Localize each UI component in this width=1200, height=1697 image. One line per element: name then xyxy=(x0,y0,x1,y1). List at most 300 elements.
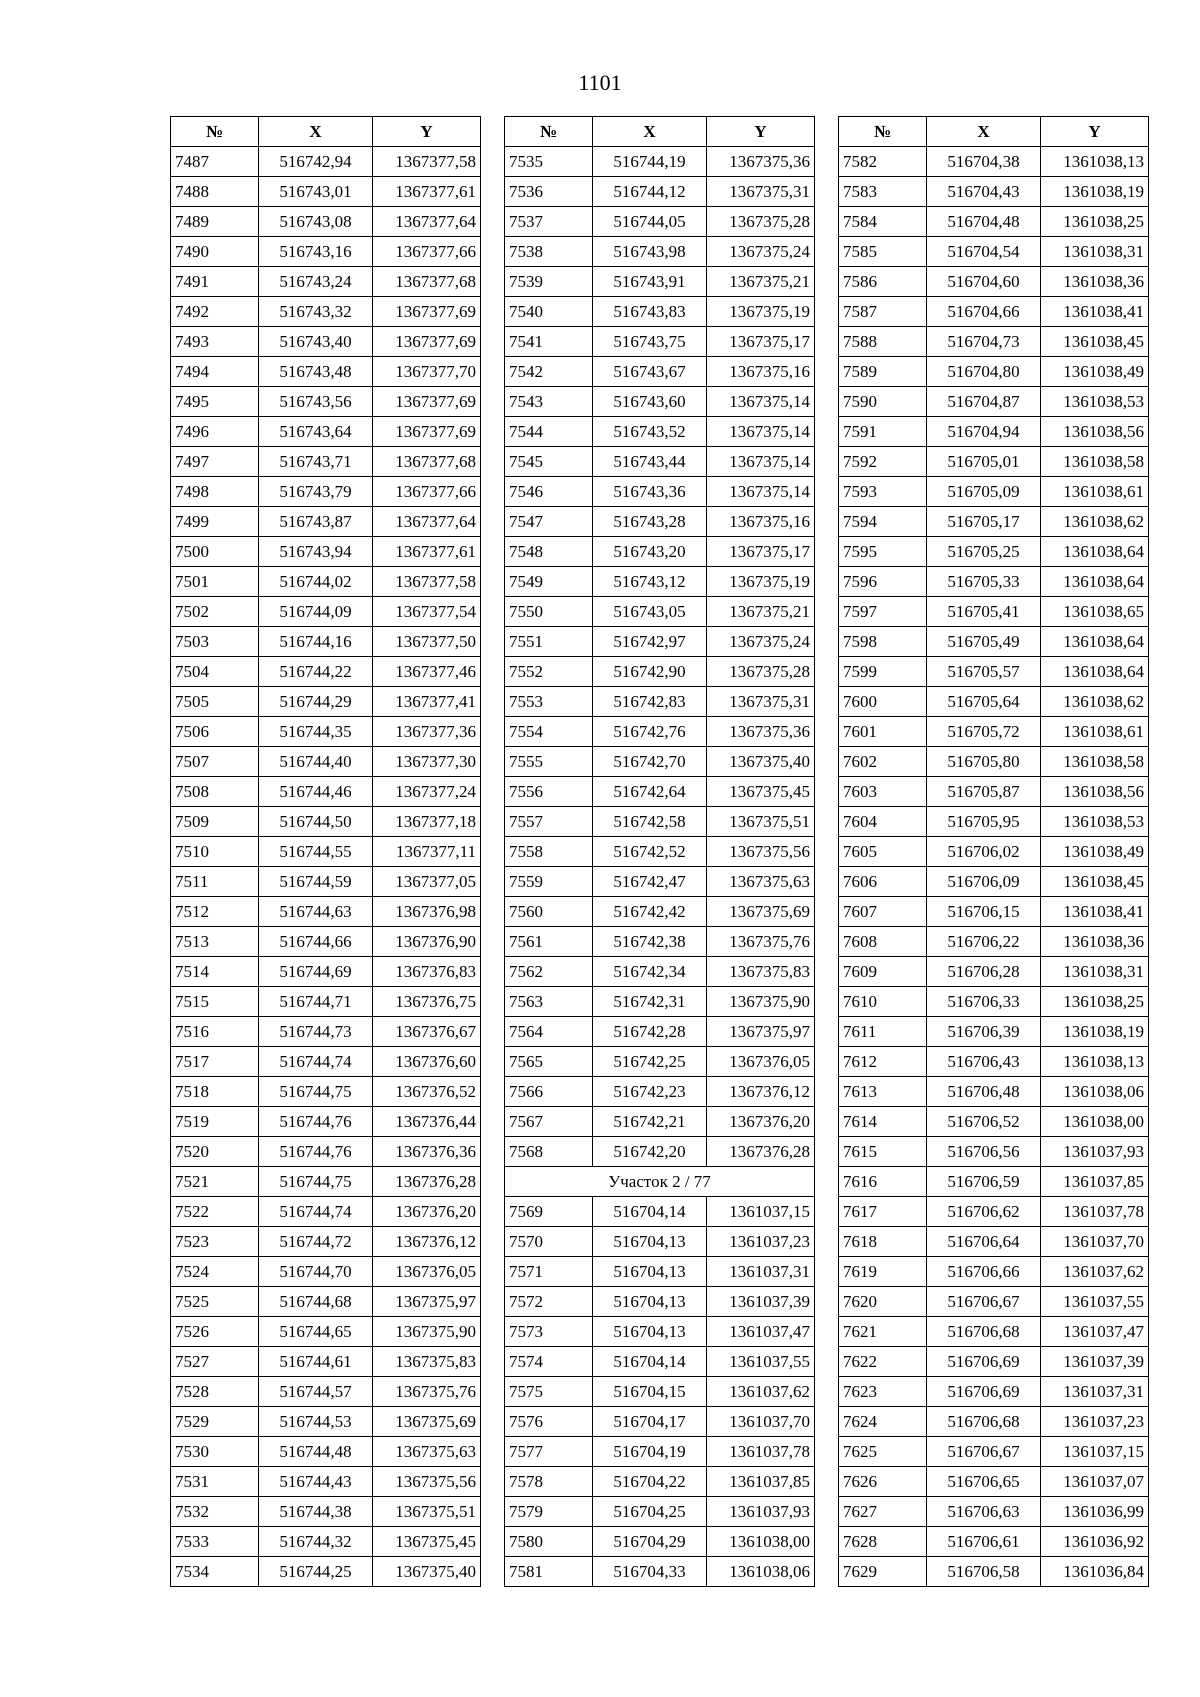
table-row xyxy=(505,507,815,537)
point-number-cell: 7566 xyxy=(505,1077,593,1107)
table-row xyxy=(839,1137,1149,1167)
y-coordinate-cell: 1367376,20 xyxy=(707,1107,815,1137)
table-row xyxy=(171,1257,481,1287)
table-row xyxy=(505,957,815,987)
point-number-cell: 7492 xyxy=(171,297,259,327)
y-coordinate-cell: 1367376,28 xyxy=(707,1137,815,1167)
y-coordinate-cell: 1367377,61 xyxy=(373,177,481,207)
y-coordinate-cell: 1361038,49 xyxy=(1041,357,1149,387)
point-number-cell: 7534 xyxy=(171,1557,259,1587)
table-row xyxy=(839,1467,1149,1497)
table-row xyxy=(505,1287,815,1317)
y-coordinate-cell: 1361037,78 xyxy=(707,1437,815,1467)
x-coordinate-cell: 516704,33 xyxy=(593,1557,707,1587)
point-number-cell: 7526 xyxy=(171,1317,259,1347)
point-number-cell: 7487 xyxy=(171,147,259,177)
point-number-cell: 7594 xyxy=(839,507,927,537)
table-row xyxy=(505,1017,815,1047)
header-number: № xyxy=(171,117,259,147)
point-number-cell: 7550 xyxy=(505,597,593,627)
x-coordinate-cell: 516744,74 xyxy=(259,1047,373,1077)
point-number-cell: 7560 xyxy=(505,897,593,927)
x-coordinate-cell: 516744,25 xyxy=(259,1557,373,1587)
table-row xyxy=(505,1497,815,1527)
point-number-cell: 7552 xyxy=(505,657,593,687)
table-row xyxy=(839,537,1149,567)
y-coordinate-cell: 1361038,31 xyxy=(1041,237,1149,267)
y-coordinate-cell: 1367375,31 xyxy=(707,687,815,717)
table-row xyxy=(839,1257,1149,1287)
table-row xyxy=(505,717,815,747)
table-row xyxy=(505,327,815,357)
y-coordinate-cell: 1361038,64 xyxy=(1041,537,1149,567)
point-number-cell: 7507 xyxy=(171,747,259,777)
point-number-cell: 7588 xyxy=(839,327,927,357)
y-coordinate-cell: 1361038,61 xyxy=(1041,477,1149,507)
table-row xyxy=(839,267,1149,297)
y-coordinate-cell: 1361038,41 xyxy=(1041,897,1149,927)
x-coordinate-cell: 516743,05 xyxy=(593,597,707,627)
x-coordinate-cell: 516742,58 xyxy=(593,807,707,837)
y-coordinate-cell: 1367375,45 xyxy=(373,1527,481,1557)
x-coordinate-cell: 516706,33 xyxy=(927,987,1041,1017)
point-number-cell: 7579 xyxy=(505,1497,593,1527)
y-coordinate-cell: 1367376,90 xyxy=(373,927,481,957)
point-number-cell: 7522 xyxy=(171,1197,259,1227)
y-coordinate-cell: 1367377,46 xyxy=(373,657,481,687)
table-row xyxy=(505,177,815,207)
x-coordinate-cell: 516743,28 xyxy=(593,507,707,537)
table-row xyxy=(839,1077,1149,1107)
table-row xyxy=(839,297,1149,327)
y-coordinate-cell: 1367375,63 xyxy=(373,1437,481,1467)
table-row xyxy=(171,1407,481,1437)
point-number-cell: 7531 xyxy=(171,1467,259,1497)
table-row xyxy=(505,687,815,717)
x-coordinate-cell: 516744,43 xyxy=(259,1467,373,1497)
table-row xyxy=(171,687,481,717)
point-number-cell: 7629 xyxy=(839,1557,927,1587)
y-coordinate-cell: 1361038,31 xyxy=(1041,957,1149,987)
x-coordinate-cell: 516742,94 xyxy=(259,147,373,177)
point-number-cell: 7574 xyxy=(505,1347,593,1377)
x-coordinate-cell: 516704,13 xyxy=(593,1227,707,1257)
point-number-cell: 7611 xyxy=(839,1017,927,1047)
x-coordinate-cell: 516704,25 xyxy=(593,1497,707,1527)
x-coordinate-cell: 516744,09 xyxy=(259,597,373,627)
x-coordinate-cell: 516744,35 xyxy=(259,717,373,747)
table-row xyxy=(505,267,815,297)
table-row xyxy=(171,1347,481,1377)
x-coordinate-cell: 516706,48 xyxy=(927,1077,1041,1107)
table-row xyxy=(505,1407,815,1437)
point-number-cell: 7513 xyxy=(171,927,259,957)
y-coordinate-cell: 1367375,40 xyxy=(707,747,815,777)
x-coordinate-cell: 516744,48 xyxy=(259,1437,373,1467)
x-coordinate-cell: 516704,38 xyxy=(927,147,1041,177)
y-coordinate-cell: 1361037,62 xyxy=(707,1377,815,1407)
x-coordinate-cell: 516743,87 xyxy=(259,507,373,537)
x-coordinate-cell: 516706,28 xyxy=(927,957,1041,987)
y-coordinate-cell: 1367376,44 xyxy=(373,1107,481,1137)
x-coordinate-cell: 516744,46 xyxy=(259,777,373,807)
table-row xyxy=(505,1347,815,1377)
x-coordinate-cell: 516743,24 xyxy=(259,267,373,297)
x-coordinate-cell: 516704,19 xyxy=(593,1437,707,1467)
x-coordinate-cell: 516705,64 xyxy=(927,687,1041,717)
x-coordinate-cell: 516706,22 xyxy=(927,927,1041,957)
y-coordinate-cell: 1361037,39 xyxy=(1041,1347,1149,1377)
x-coordinate-cell: 516743,44 xyxy=(593,447,707,477)
y-coordinate-cell: 1367375,90 xyxy=(707,987,815,1017)
x-coordinate-cell: 516743,08 xyxy=(259,207,373,237)
x-coordinate-cell: 516743,91 xyxy=(593,267,707,297)
point-number-cell: 7561 xyxy=(505,927,593,957)
y-coordinate-cell: 1367377,54 xyxy=(373,597,481,627)
table-row xyxy=(839,747,1149,777)
table-row xyxy=(171,1287,481,1317)
point-number-cell: 7622 xyxy=(839,1347,927,1377)
x-coordinate-cell: 516704,54 xyxy=(927,237,1041,267)
table-row xyxy=(839,957,1149,987)
table-row xyxy=(839,837,1149,867)
point-number-cell: 7519 xyxy=(171,1107,259,1137)
table-row xyxy=(505,357,815,387)
point-number-cell: 7565 xyxy=(505,1047,593,1077)
x-coordinate-cell: 516743,01 xyxy=(259,177,373,207)
y-coordinate-cell: 1361037,85 xyxy=(707,1467,815,1497)
y-coordinate-cell: 1367375,69 xyxy=(373,1407,481,1437)
point-number-cell: 7539 xyxy=(505,267,593,297)
table-row xyxy=(505,1377,815,1407)
x-coordinate-cell: 516743,94 xyxy=(259,537,373,567)
point-number-cell: 7557 xyxy=(505,807,593,837)
table-row xyxy=(171,657,481,687)
point-number-cell: 7568 xyxy=(505,1137,593,1167)
y-coordinate-cell: 1367377,36 xyxy=(373,717,481,747)
point-number-cell: 7493 xyxy=(171,327,259,357)
x-coordinate-cell: 516744,57 xyxy=(259,1377,373,1407)
y-coordinate-cell: 1367375,21 xyxy=(707,597,815,627)
table-row xyxy=(171,1227,481,1257)
table-row xyxy=(171,1137,481,1167)
table-row xyxy=(839,1227,1149,1257)
point-number-cell: 7499 xyxy=(171,507,259,537)
x-coordinate-cell: 516705,17 xyxy=(927,507,1041,537)
table-row xyxy=(839,1437,1149,1467)
y-coordinate-cell: 1361036,84 xyxy=(1041,1557,1149,1587)
point-number-cell: 7555 xyxy=(505,747,593,777)
x-coordinate-cell: 516743,12 xyxy=(593,567,707,597)
point-number-cell: 7598 xyxy=(839,627,927,657)
table-row xyxy=(171,1557,481,1587)
table-row xyxy=(505,837,815,867)
x-coordinate-cell: 516742,47 xyxy=(593,867,707,897)
x-coordinate-cell: 516706,39 xyxy=(927,1017,1041,1047)
point-number-cell: 7495 xyxy=(171,387,259,417)
table-row xyxy=(171,1167,481,1197)
point-number-cell: 7514 xyxy=(171,957,259,987)
x-coordinate-cell: 516705,33 xyxy=(927,567,1041,597)
point-number-cell: 7547 xyxy=(505,507,593,537)
x-coordinate-cell: 516706,61 xyxy=(927,1527,1041,1557)
header-x: X xyxy=(259,117,373,147)
point-number-cell: 7564 xyxy=(505,1017,593,1047)
y-coordinate-cell: 1361038,13 xyxy=(1041,147,1149,177)
point-number-cell: 7573 xyxy=(505,1317,593,1347)
x-coordinate-cell: 516743,79 xyxy=(259,477,373,507)
point-number-cell: 7616 xyxy=(839,1167,927,1197)
point-number-cell: 7583 xyxy=(839,177,927,207)
y-coordinate-cell: 1367375,17 xyxy=(707,327,815,357)
point-number-cell: 7587 xyxy=(839,297,927,327)
y-coordinate-cell: 1361036,92 xyxy=(1041,1527,1149,1557)
point-number-cell: 7489 xyxy=(171,207,259,237)
table-row xyxy=(505,447,815,477)
table-row xyxy=(171,357,481,387)
y-coordinate-cell: 1361038,06 xyxy=(707,1557,815,1587)
x-coordinate-cell: 516704,14 xyxy=(593,1197,707,1227)
table-row xyxy=(171,567,481,597)
header-y: Y xyxy=(373,117,481,147)
y-coordinate-cell: 1361037,70 xyxy=(1041,1227,1149,1257)
x-coordinate-cell: 516744,66 xyxy=(259,927,373,957)
point-number-cell: 7511 xyxy=(171,867,259,897)
y-coordinate-cell: 1367375,76 xyxy=(373,1377,481,1407)
x-coordinate-cell: 516705,57 xyxy=(927,657,1041,687)
y-coordinate-cell: 1367377,11 xyxy=(373,837,481,867)
section-row xyxy=(505,1167,815,1197)
table-row xyxy=(839,717,1149,747)
header-x: X xyxy=(593,117,707,147)
header-number: № xyxy=(505,117,593,147)
y-coordinate-cell: 1367375,24 xyxy=(707,627,815,657)
point-number-cell: 7546 xyxy=(505,477,593,507)
coordinates-table xyxy=(504,116,815,1587)
table-row xyxy=(839,897,1149,927)
table-row xyxy=(171,1497,481,1527)
table-row xyxy=(839,507,1149,537)
y-coordinate-cell: 1367375,51 xyxy=(707,807,815,837)
point-number-cell: 7625 xyxy=(839,1437,927,1467)
x-coordinate-cell: 516704,60 xyxy=(927,267,1041,297)
table-row xyxy=(171,1527,481,1557)
y-coordinate-cell: 1367376,12 xyxy=(707,1077,815,1107)
y-coordinate-cell: 1367375,45 xyxy=(707,777,815,807)
point-number-cell: 7527 xyxy=(171,1347,259,1377)
table-row xyxy=(839,867,1149,897)
y-coordinate-cell: 1367377,58 xyxy=(373,567,481,597)
table-row xyxy=(171,1197,481,1227)
y-coordinate-cell: 1361038,64 xyxy=(1041,627,1149,657)
y-coordinate-cell: 1367376,20 xyxy=(373,1197,481,1227)
table-row xyxy=(839,417,1149,447)
y-coordinate-cell: 1361037,15 xyxy=(1041,1437,1149,1467)
table-row xyxy=(839,777,1149,807)
y-coordinate-cell: 1361037,93 xyxy=(707,1497,815,1527)
x-coordinate-cell: 516704,13 xyxy=(593,1317,707,1347)
table-row xyxy=(171,627,481,657)
point-number-cell: 7500 xyxy=(171,537,259,567)
x-coordinate-cell: 516704,66 xyxy=(927,297,1041,327)
point-number-cell: 7510 xyxy=(171,837,259,867)
table-row xyxy=(171,717,481,747)
x-coordinate-cell: 516744,72 xyxy=(259,1227,373,1257)
point-number-cell: 7604 xyxy=(839,807,927,837)
point-number-cell: 7624 xyxy=(839,1407,927,1437)
table-row xyxy=(171,297,481,327)
table-row xyxy=(505,1467,815,1497)
x-coordinate-cell: 516742,52 xyxy=(593,837,707,867)
y-coordinate-cell: 1367375,31 xyxy=(707,177,815,207)
table-row xyxy=(171,267,481,297)
table-row xyxy=(171,927,481,957)
table-row xyxy=(171,237,481,267)
table-row xyxy=(171,837,481,867)
point-number-cell: 7602 xyxy=(839,747,927,777)
y-coordinate-cell: 1367375,19 xyxy=(707,567,815,597)
table-row xyxy=(171,1107,481,1137)
table-row xyxy=(839,357,1149,387)
y-coordinate-cell: 1367377,41 xyxy=(373,687,481,717)
x-coordinate-cell: 516742,83 xyxy=(593,687,707,717)
x-coordinate-cell: 516742,76 xyxy=(593,717,707,747)
table-row xyxy=(505,867,815,897)
point-number-cell: 7628 xyxy=(839,1527,927,1557)
y-coordinate-cell: 1367377,18 xyxy=(373,807,481,837)
y-coordinate-cell: 1361038,53 xyxy=(1041,807,1149,837)
x-coordinate-cell: 516743,98 xyxy=(593,237,707,267)
x-coordinate-cell: 516705,80 xyxy=(927,747,1041,777)
y-coordinate-cell: 1367377,30 xyxy=(373,747,481,777)
point-number-cell: 7615 xyxy=(839,1137,927,1167)
x-coordinate-cell: 516744,29 xyxy=(259,687,373,717)
point-number-cell: 7530 xyxy=(171,1437,259,1467)
table-row xyxy=(505,417,815,447)
x-coordinate-cell: 516744,75 xyxy=(259,1167,373,1197)
table-row xyxy=(505,147,815,177)
y-coordinate-cell: 1367375,76 xyxy=(707,927,815,957)
table-row xyxy=(171,447,481,477)
x-coordinate-cell: 516744,16 xyxy=(259,627,373,657)
x-coordinate-cell: 516744,50 xyxy=(259,807,373,837)
table-row xyxy=(839,1197,1149,1227)
point-number-cell: 7590 xyxy=(839,387,927,417)
point-number-cell: 7525 xyxy=(171,1287,259,1317)
y-coordinate-cell: 1367375,21 xyxy=(707,267,815,297)
point-number-cell: 7524 xyxy=(171,1257,259,1287)
point-number-cell: 7571 xyxy=(505,1257,593,1287)
point-number-cell: 7609 xyxy=(839,957,927,987)
point-number-cell: 7542 xyxy=(505,357,593,387)
x-coordinate-cell: 516744,69 xyxy=(259,957,373,987)
x-coordinate-cell: 516704,80 xyxy=(927,357,1041,387)
y-coordinate-cell: 1367377,69 xyxy=(373,417,481,447)
table-row xyxy=(505,537,815,567)
point-number-cell: 7562 xyxy=(505,957,593,987)
y-coordinate-cell: 1361037,23 xyxy=(1041,1407,1149,1437)
x-coordinate-cell: 516744,53 xyxy=(259,1407,373,1437)
y-coordinate-cell: 1361037,31 xyxy=(707,1257,815,1287)
x-coordinate-cell: 516744,76 xyxy=(259,1137,373,1167)
x-coordinate-cell: 516744,74 xyxy=(259,1197,373,1227)
point-number-cell: 7545 xyxy=(505,447,593,477)
point-number-cell: 7549 xyxy=(505,567,593,597)
x-coordinate-cell: 516744,75 xyxy=(259,1077,373,1107)
point-number-cell: 7520 xyxy=(171,1137,259,1167)
y-coordinate-cell: 1361038,00 xyxy=(1041,1107,1149,1137)
point-number-cell: 7515 xyxy=(171,987,259,1017)
y-coordinate-cell: 1361038,58 xyxy=(1041,747,1149,777)
point-number-cell: 7572 xyxy=(505,1287,593,1317)
x-coordinate-cell: 516706,09 xyxy=(927,867,1041,897)
table-row xyxy=(839,597,1149,627)
x-coordinate-cell: 516744,70 xyxy=(259,1257,373,1287)
y-coordinate-cell: 1361038,53 xyxy=(1041,387,1149,417)
x-coordinate-cell: 516743,40 xyxy=(259,327,373,357)
x-coordinate-cell: 516704,87 xyxy=(927,387,1041,417)
point-number-cell: 7569 xyxy=(505,1197,593,1227)
point-number-cell: 7585 xyxy=(839,237,927,267)
y-coordinate-cell: 1361038,62 xyxy=(1041,687,1149,717)
y-coordinate-cell: 1367377,69 xyxy=(373,327,481,357)
point-number-cell: 7535 xyxy=(505,147,593,177)
y-coordinate-cell: 1367375,17 xyxy=(707,537,815,567)
x-coordinate-cell: 516743,83 xyxy=(593,297,707,327)
y-coordinate-cell: 1361038,19 xyxy=(1041,177,1149,207)
y-coordinate-cell: 1367376,67 xyxy=(373,1017,481,1047)
point-number-cell: 7577 xyxy=(505,1437,593,1467)
table-row xyxy=(505,807,815,837)
y-coordinate-cell: 1367377,70 xyxy=(373,357,481,387)
y-coordinate-cell: 1367377,68 xyxy=(373,447,481,477)
point-number-cell: 7603 xyxy=(839,777,927,807)
y-coordinate-cell: 1367375,24 xyxy=(707,237,815,267)
x-coordinate-cell: 516704,29 xyxy=(593,1527,707,1557)
table-row xyxy=(505,1077,815,1107)
y-coordinate-cell: 1361037,70 xyxy=(707,1407,815,1437)
table-row xyxy=(505,597,815,627)
y-coordinate-cell: 1367376,05 xyxy=(373,1257,481,1287)
table-row xyxy=(171,777,481,807)
y-coordinate-cell: 1361038,13 xyxy=(1041,1047,1149,1077)
point-number-cell: 7551 xyxy=(505,627,593,657)
y-coordinate-cell: 1361038,00 xyxy=(707,1527,815,1557)
y-coordinate-cell: 1367377,05 xyxy=(373,867,481,897)
y-coordinate-cell: 1367377,66 xyxy=(373,237,481,267)
point-number-cell: 7614 xyxy=(839,1107,927,1137)
x-coordinate-cell: 516744,32 xyxy=(259,1527,373,1557)
table-row xyxy=(839,177,1149,207)
y-coordinate-cell: 1367377,50 xyxy=(373,627,481,657)
point-number-cell: 7599 xyxy=(839,657,927,687)
point-number-cell: 7626 xyxy=(839,1467,927,1497)
table-row xyxy=(839,1497,1149,1527)
point-number-cell: 7509 xyxy=(171,807,259,837)
point-number-cell: 7543 xyxy=(505,387,593,417)
x-coordinate-cell: 516743,16 xyxy=(259,237,373,267)
point-number-cell: 7606 xyxy=(839,867,927,897)
x-coordinate-cell: 516704,17 xyxy=(593,1407,707,1437)
point-number-cell: 7537 xyxy=(505,207,593,237)
table-row xyxy=(505,927,815,957)
table-row xyxy=(839,627,1149,657)
table-row xyxy=(505,1107,815,1137)
x-coordinate-cell: 516705,01 xyxy=(927,447,1041,477)
y-coordinate-cell: 1367375,83 xyxy=(707,957,815,987)
y-coordinate-cell: 1367375,14 xyxy=(707,387,815,417)
y-coordinate-cell: 1367377,61 xyxy=(373,537,481,567)
